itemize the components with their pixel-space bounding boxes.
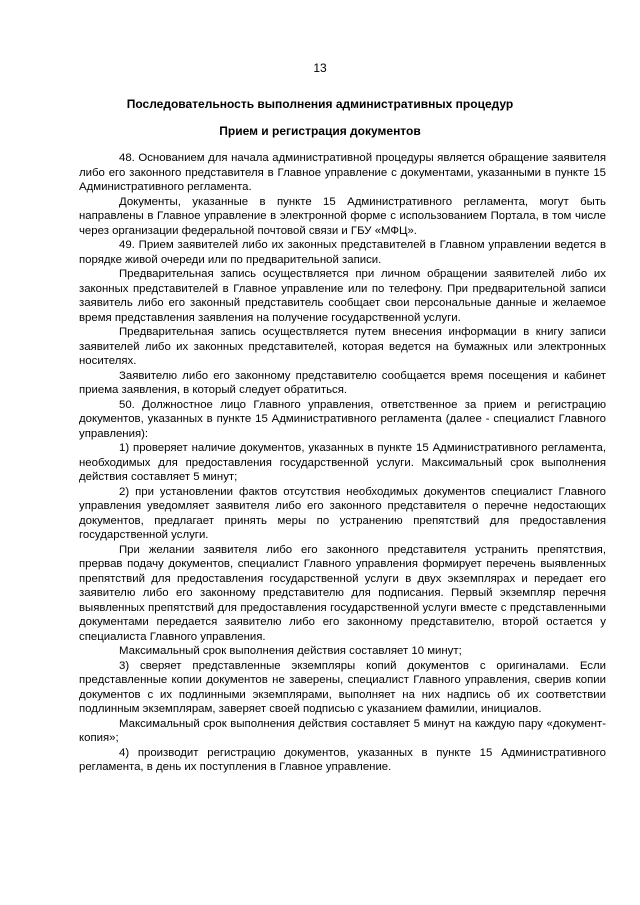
paragraph-max-time-5: Максимальный срок выполнения действия составляет 5 минут на каждую пару «документ-копия»; (79, 717, 606, 744)
paragraph-49: 49. Прием заявителей либо их законных представителей в Главном управлении ведется в порядке живой очереди или по предварительной записи. (79, 239, 606, 266)
paragraph-preliminary-record: Предварительная запись осуществляется при личном обращении заявителей либо их законных представителей в Главное управление или по телефону. При предварительной записи заявитель либо его законный представитель сообщает свои персональные данные и желаемое время представления заявления на получение государственной услуги. (79, 268, 606, 324)
paragraph-obstacles: При желании заявителя либо его законного представителя устранить препятствия, прервав подачу документов, специалист Главного управления формирует перечень выявленных препятствий для предоставления государственной услуги в двух экземплярах и передает его заявителю либо его законному представителю для подписания. Первый экземпляр перечня выявленных препятствий для предоставления государственной услуги вместе с представленными документами передается заявителю либо его законному представителю, второй остается у специалиста Главного управления. (79, 543, 606, 643)
paragraph-visit-time: Заявителю либо его законному представителю сообщается время посещения и кабинет приема заявления, в который следует обратиться. (79, 369, 606, 396)
list-item-3: 3) сверяет представленные экземпляры копий документов с оригиналами. Если представленные копии документов не заверены, специалист Главного управления, сверив копии документов с их подлинными экземплярами, выполняет на них надпись об их соответствии подлинным экземплярам, заверяет своей подписью с указанием фамилии, инициалов. (79, 659, 606, 715)
section-heading: Последовательность выполнения административных процедур (126, 97, 514, 111)
paragraph-48: 48. Основанием для начала административной процедуры является обращение заявителя либо его законного представителя в Главное управление с документами, указанными в пункте 15 Административного регламента. (79, 152, 606, 193)
list-item-2: 2) при установлении фактов отсутствия необходимых документов специалист Главного управления уведомляет заявителя либо его законного представителя о перечне недостающих документов, предлагает принять меры по устранению препятствий для предоставления государственной услуги. (79, 485, 606, 541)
subsection-heading: Прием и регистрация документов (219, 124, 421, 138)
page-number: 13 (313, 61, 327, 75)
paragraph-50: 50. Должностное лицо Главного управления, ответственное за прием и регистрацию документов, указанных в пункте 15 Административного регламента (далее - специалист Главного управления): (79, 398, 606, 440)
list-item-1: 1) проверяет наличие документов, указанных в пункте 15 Административного регламента, необходимых для предоставления государственной услуги. Максимальный срок выполнения действия составляет 5 минут; (79, 442, 606, 483)
paragraph-record-book: Предварительная запись осуществляется путем внесения информации в книгу записи заявителей либо их законных представителей, которая ведется на бумажных или электронных носителях. (79, 326, 606, 367)
list-item-4: 4) производит регистрацию документов, указанных в пункте 15 Административного регламента, в день их поступления в Главное управление. (79, 746, 606, 773)
document-body (79, 151, 606, 775)
paragraph-documents-electronic: Документы, указанные в пункте 15 Административного регламента, могут быть направлены в Главное управление в электронной форме с использованием Портала, в том числе через организации федеральной почтовой связи и ГБУ «МФЦ». (79, 195, 606, 237)
paragraph-max-time-10: Максимальный срок выполнения действия составляет 10 минут; (119, 645, 462, 657)
